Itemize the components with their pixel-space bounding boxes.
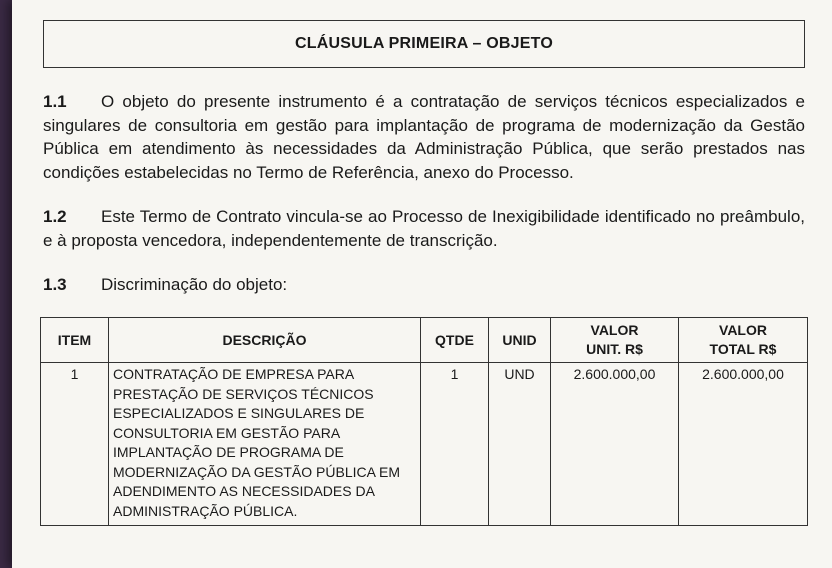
header-unid: UNID [489, 318, 551, 363]
paragraph-number: 1.2 [43, 207, 67, 226]
paragraph-number: 1.3 [43, 275, 67, 294]
cell-item: 1 [41, 363, 109, 526]
cell-valor-unit: 2.600.000,00 [551, 363, 679, 526]
paragraph-1-2 [43, 205, 805, 252]
table-header-row [41, 318, 808, 363]
header-descricao: DESCRIÇÃO [109, 318, 421, 363]
paragraph-text: Este Termo de Contrato vincula-se ao Processo de Inexigibilidade identificado no preâmbulo, e à proposta vencedora, independentemente de transcrição. [43, 207, 805, 250]
paragraph-1-3 [43, 273, 805, 297]
paragraph-text: O objeto do presente instrumento é a contratação de serviços técnicos especializados e singulares de consultoria em gestão para implantação de programa de modernização da Gestão Pública em atendimento às necessidades da Administração Pública, que serão prestados nas condições estabelecidas no Termo de Referência, anexo do Processo. [43, 92, 805, 182]
cell-qtde: 1 [421, 363, 489, 526]
paragraph-text: Discriminação do objeto: [101, 275, 288, 294]
object-table [40, 317, 808, 526]
clause-title-box [43, 20, 805, 68]
cell-valor-total: 2.600.000,00 [679, 363, 808, 526]
table-row [41, 363, 808, 526]
paragraph-1-1 [43, 90, 805, 184]
clause-title: CLÁUSULA PRIMEIRA – OBJETO [295, 35, 553, 52]
document-page [12, 0, 832, 568]
cell-descricao: CONTRATAÇÃO DE EMPRESA PARA PRESTAÇÃO DE SERVIÇOS TÉCNICOS ESPECIALIZADOS E SINGULARES DE CONSULTORIA EM GESTÃO PARA IMPLANTAÇÃO DE PROGRAMA DE MODERNIZAÇÃO DA GESTÃO PÚBLICA EM ADENDIMENTO AS NECESSIDADES DA ADMINISTRAÇÃO PÚBLICA. [109, 363, 421, 526]
header-qtde: QTDE [421, 318, 489, 363]
header-valor-unit: VALOR UNIT. R$ [551, 318, 679, 363]
header-item: ITEM [41, 318, 109, 363]
cell-unid: UND [489, 363, 551, 526]
header-valor-total: VALOR TOTAL R$ [679, 318, 808, 363]
paragraph-number: 1.1 [43, 92, 67, 111]
